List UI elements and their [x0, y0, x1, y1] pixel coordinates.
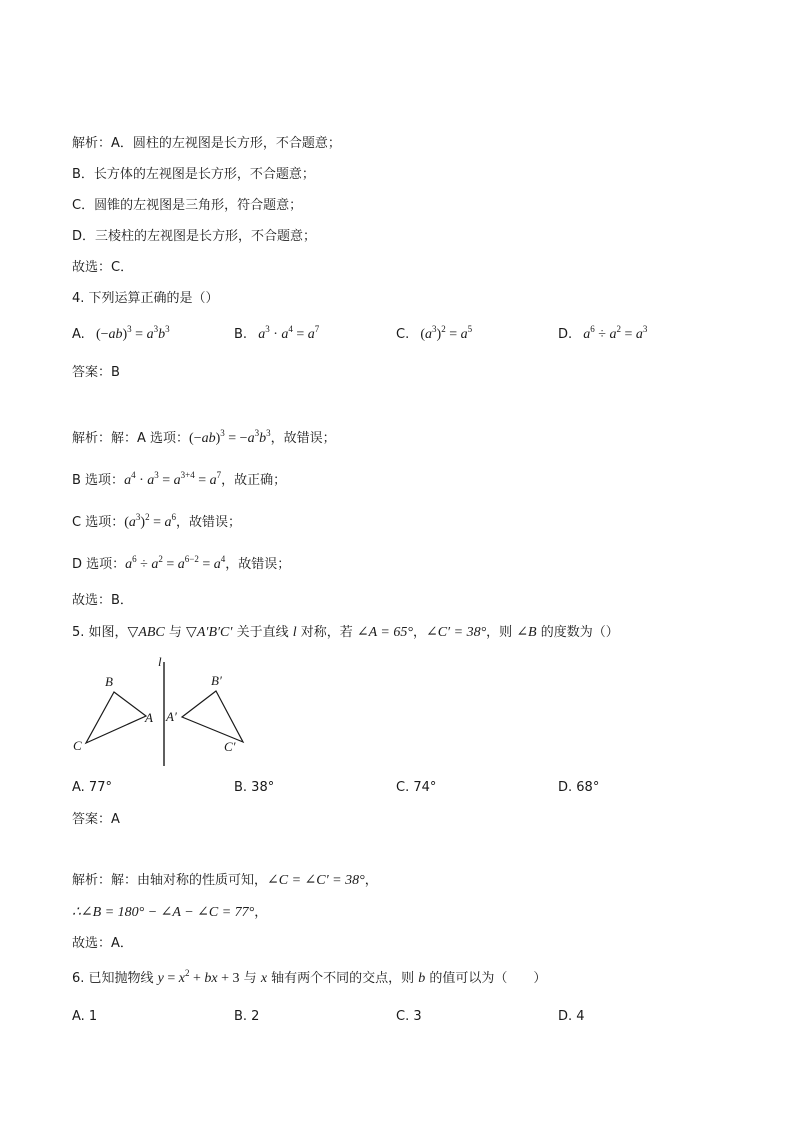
- q4-solution-a: 解析：解：A 选项：$(-ab)^3 = -a^3b^3$，故错误；: [72, 428, 336, 446]
- option-label: A.: [72, 327, 85, 342]
- q5-option-a: A. 77°: [72, 780, 112, 795]
- question-4-stem: 4. 下列运算正确的是（）: [72, 291, 219, 306]
- label-a: A: [145, 710, 153, 725]
- q6-option-d: D. 4: [558, 1009, 585, 1024]
- q4-option-a: A. $(-ab)^3 = a^3b^3$: [72, 324, 170, 342]
- question-6-stem: 6. 已知抛物线 $y = x^2$ + bx + 3 与 x 轴有两个不同的交点，则 b 的值可以为（ ）: [72, 968, 547, 986]
- label-b: B: [105, 674, 113, 689]
- analysis-line-3: C．圆锥的左视图是三角形，符合题意；: [72, 198, 303, 213]
- q5-answer: 答案：A: [72, 812, 120, 827]
- q6-option-a: A. 1: [72, 1009, 98, 1024]
- q5-option-b: B. 38°: [234, 780, 275, 795]
- q4-option-d: D. $a^6 \div a^2 = a^3$: [558, 324, 648, 342]
- option-label: C.: [396, 327, 410, 342]
- q4-solution-d: D 选项：$a^6 \div a^2 = a^{6-2} = a^4$，故错误；: [72, 554, 291, 572]
- analysis-line-2: B．长方体的左视图是长方形，不合题意；: [72, 167, 315, 182]
- q4-option-c: C. $(a^3)^2 = a^5$: [396, 324, 473, 342]
- label-l: l: [158, 654, 162, 669]
- q5-solution-2: ∴∠B = 180° − ∠A − ∠C = 77°，: [72, 905, 268, 920]
- q5-option-d: D. 68°: [558, 780, 600, 795]
- analysis-line-4: D．三棱柱的左视图是长方形，不合题意；: [72, 229, 317, 244]
- label-b-prime: B′: [211, 673, 222, 688]
- symmetry-figure: [68, 650, 258, 770]
- label-a-prime: A′: [166, 709, 177, 724]
- question-5-stem: 5. 如图，▽ABC 与 ▽A′B′C′ 关于直线 l 对称，若 ∠A = 65°，∠C′ = 38°，则 ∠B 的度数为（）: [72, 625, 619, 640]
- q4-option-b: B. $a^3 \cdot a^4 = a^7$: [234, 324, 320, 342]
- option-label: D.: [558, 327, 573, 342]
- q6-option-b: B. 2: [234, 1009, 260, 1024]
- q5-solution-1: 解析：解：由轴对称的性质可知，∠C = ∠C′ = 38°，: [72, 873, 378, 888]
- label-c-prime: C′: [224, 739, 236, 754]
- q5-option-c: C. 74°: [396, 780, 437, 795]
- q4-answer: 答案：B: [72, 365, 120, 380]
- q6-option-c: C. 3: [396, 1009, 422, 1024]
- label-c: C: [73, 738, 82, 753]
- q4-solution-b: B 选项：$a^4 \cdot a^3 = a^{3+4} = a^7$，故正确；: [72, 470, 287, 488]
- q4-conclusion: 故选：B．: [72, 593, 133, 608]
- triangle-a2b2c2: [182, 691, 243, 742]
- analysis-line-1: 解析：A．圆柱的左视图是长方形，不合题意；: [72, 136, 341, 151]
- q5-conclusion: 故选：A．: [72, 936, 133, 951]
- triangle-abc: [86, 692, 146, 743]
- q4-solution-c: C 选项：$(a^3)^2 = a^6$，故错误；: [72, 512, 241, 530]
- option-label: B.: [234, 327, 248, 342]
- analysis-conclusion: 故选：C．: [72, 260, 134, 275]
